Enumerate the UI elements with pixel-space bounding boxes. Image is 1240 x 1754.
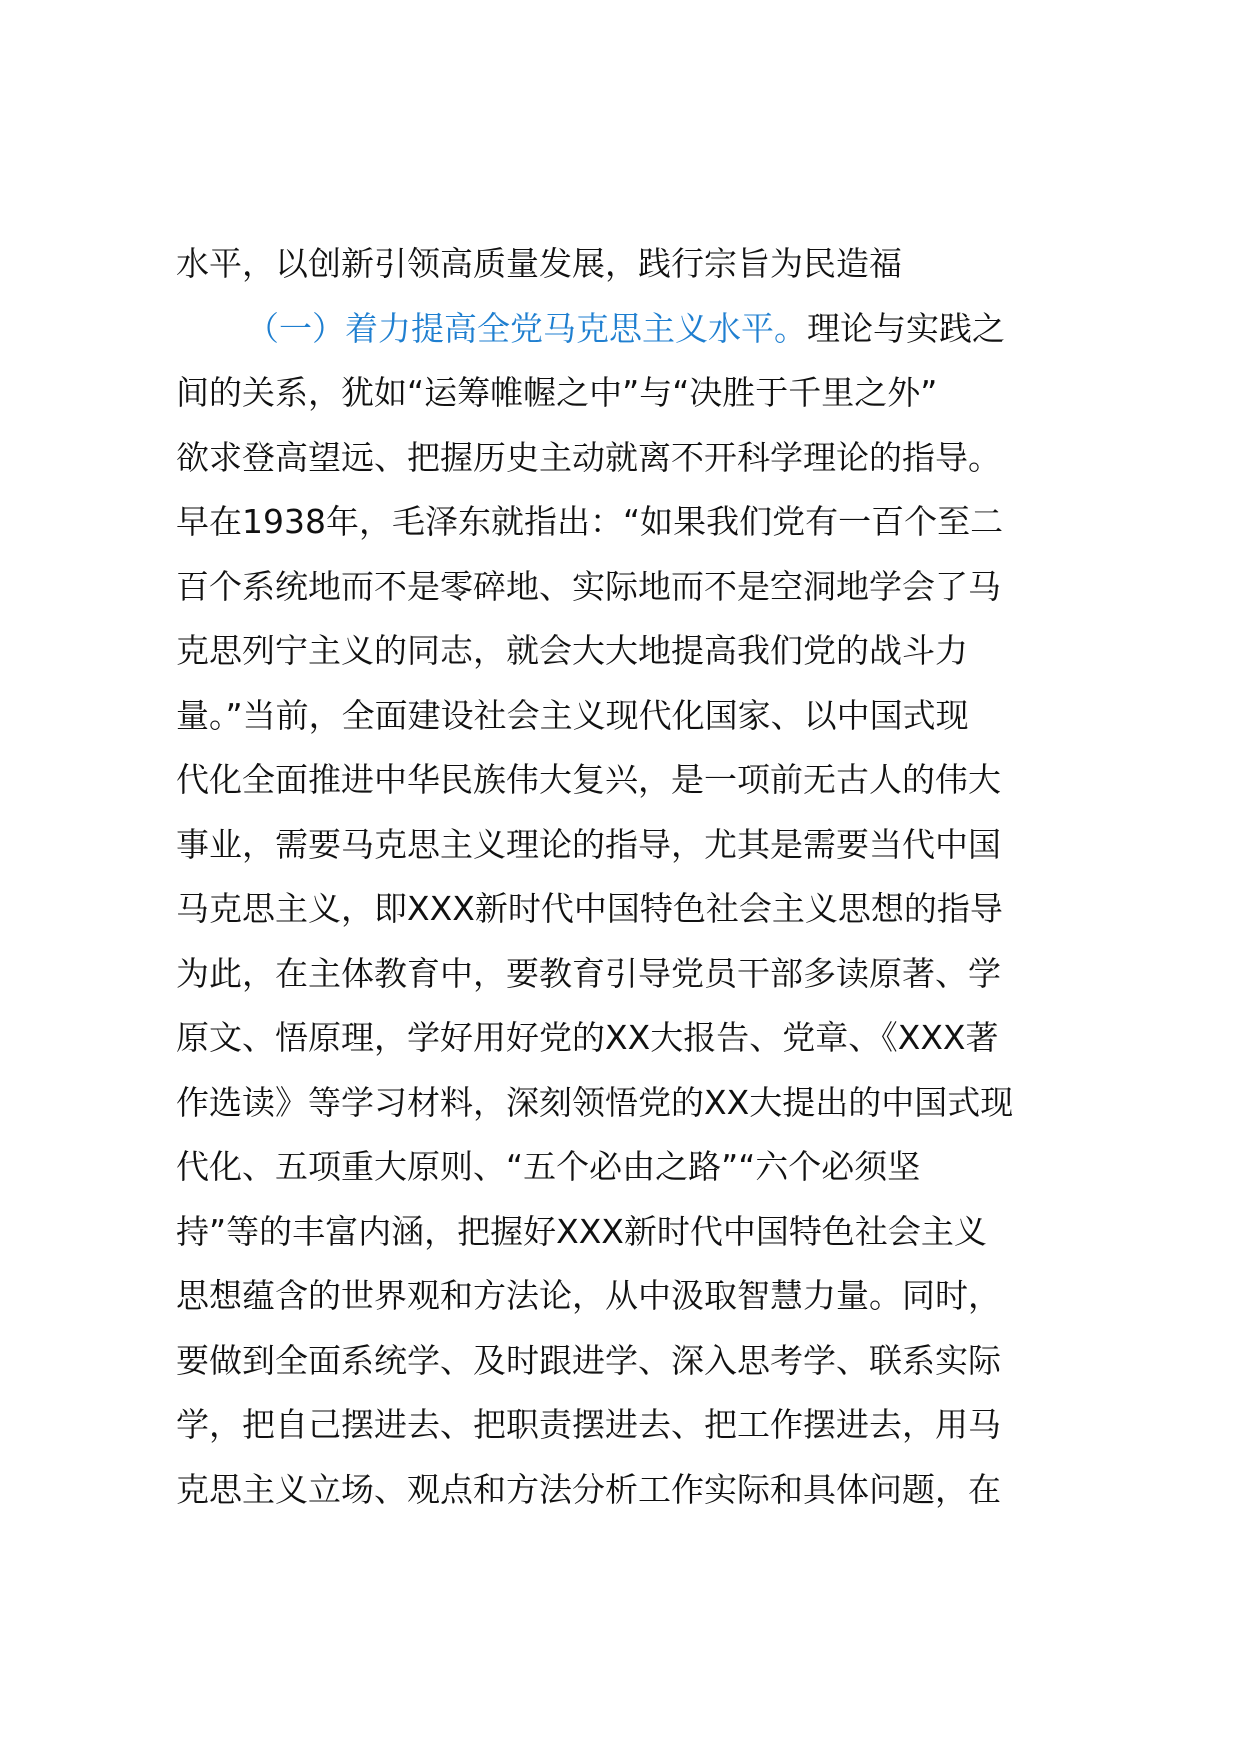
text-line: 作选读》等学习材料，深刻领悟党的XX大提出的中国式现 [176,1082,1014,1122]
text-line: 学，把自己摆进去、把职责摆进去、把工作摆进去，用马 [176,1405,1001,1444]
text-line: 要做到全面系统学、及时跟进学、深入思考学、联系实际 [176,1340,1001,1380]
text-line: 原文、悟原理，学好用好党的XX大报告、党章、《XXX著 [176,1018,999,1057]
text-line: 马克思主义，即XXX新时代中国特色社会主义思想的指导 [176,889,1003,928]
text-line: 早在1938年，毛泽东就指出：“如果我们党有一百个至二 [176,502,1004,541]
body-text [176,232,1106,1522]
text-line: 为此，在主体教育中，要教育引导党员干部多读原著、学 [176,953,1001,993]
text-line: 持”等的丰富内涵，把握好XXX新时代中国特色社会主义 [176,1211,987,1251]
text-line: 代化、五项重大原则、“五个必由之路”“六个必须坚 [176,1147,921,1186]
text-line: 事业，需要马克思主义理论的指导，尤其是需要当代中国 [176,824,1001,864]
text-line: 欲求登高望远、把握历史主动就离不开科学理论的指导。 [176,437,1001,477]
text-line: 克思主义立场、观点和方法分析工作实际和具体问题，在 [176,1469,1001,1509]
text-line: 水平，以创新引领高质量发展，践行宗旨为民造福 [176,244,902,283]
section-heading: （一）着力提高全党马克思主义水平。 [246,308,807,348]
section-heading-continuation: 理论与实践之 [807,308,1005,348]
text-line: 百个系统地而不是零碎地、实际地而不是空洞地学会了马 [176,566,1001,606]
text-line: 思想蕴含的世界观和方法论，从中汲取智慧力量。同时， [176,1276,1001,1315]
text-line: 克思列宁主义的同志，就会大大地提高我们党的战斗力 [176,631,968,670]
section-heading-line [176,297,1106,362]
text-line: 间的关系，犹如“运筹帷幄之中”与“决胜于千里之外” [176,373,938,412]
text-line: 量。”当前，全面建设社会主义现代化国家、以中国式现 [176,695,969,735]
text-line: 代化全面推进中华民族伟大复兴，是一项前无古人的伟大 [176,760,1001,799]
